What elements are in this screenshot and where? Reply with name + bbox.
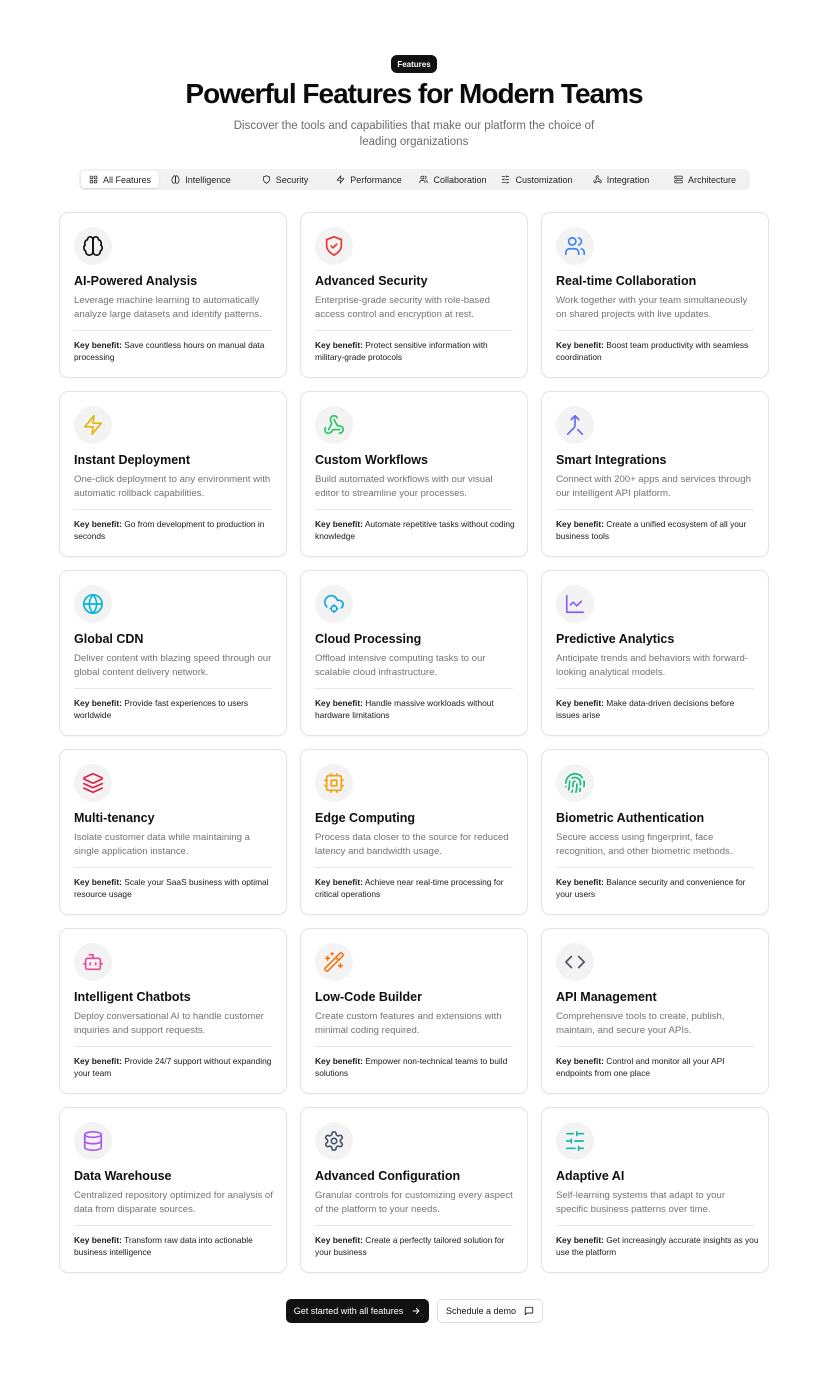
- divider: [74, 688, 272, 689]
- key-benefit-prefix: Key benefit:: [315, 698, 363, 708]
- key-benefit: [315, 519, 519, 542]
- sliders-icon: [556, 1122, 594, 1160]
- feature-title: Custom Workflows: [315, 453, 428, 467]
- divider: [315, 330, 513, 331]
- tab-label: Collaboration: [433, 174, 487, 185]
- feature-description: Build automated workflows with our visual editor to streamline your processes.: [315, 474, 493, 499]
- key-benefit-text: Balance security and convenience for your users: [556, 877, 746, 899]
- shield-check-icon: [315, 227, 353, 265]
- key-benefit: [74, 877, 278, 900]
- feature-description: Create custom features and extensions with minimal coding required.: [315, 1011, 502, 1036]
- feature-description: Centralized repository optimized for analysis of data from disparate sources.: [74, 1190, 273, 1215]
- zap-icon: [336, 175, 345, 184]
- key-benefit-prefix: Key benefit:: [74, 698, 122, 708]
- brain-icon: [171, 175, 180, 184]
- brain-icon: [74, 227, 112, 265]
- key-benefit: [74, 519, 278, 542]
- shield-icon: [262, 175, 271, 184]
- tab-label: Performance: [350, 174, 402, 185]
- feature-title: Adaptive AI: [556, 1169, 625, 1183]
- key-benefit-text: Provide fast experiences to users worldwide: [74, 698, 249, 720]
- key-benefit: [556, 698, 760, 721]
- key-benefit-text: Transform raw data into actionable business intelligence: [74, 1235, 253, 1257]
- tab-all-features[interactable]: [81, 171, 159, 188]
- key-benefit-text: Get increasingly accurate insights as you use the platform: [556, 1235, 759, 1257]
- cloud-cog-icon: [315, 585, 353, 623]
- feature-card[interactable]: [300, 749, 528, 915]
- tab-label: Security: [275, 174, 309, 185]
- feature-card[interactable]: [59, 928, 287, 1094]
- tab-security[interactable]: [243, 171, 327, 188]
- key-benefit: [315, 340, 519, 363]
- tab-label: Integration: [606, 174, 650, 185]
- feature-title: Multi-tenancy: [74, 811, 155, 825]
- get-started-label: Get started with all features: [293, 1306, 404, 1316]
- feature-description: Leverage machine learning to automatically analyze large datasets and identify patterns.: [74, 295, 262, 320]
- feature-card[interactable]: [59, 1107, 287, 1273]
- key-benefit: [74, 1056, 278, 1079]
- feature-card[interactable]: [59, 391, 287, 557]
- divider: [74, 867, 272, 868]
- feature-description: Deploy conversational AI to handle customer inquiries and support requests.: [74, 1011, 264, 1036]
- tab-label: Intelligence: [185, 174, 231, 185]
- feature-title: Advanced Security: [315, 274, 428, 288]
- bot-icon: [74, 943, 112, 981]
- key-benefit-text: Handle massive workloads without hardware limitations: [315, 698, 494, 720]
- key-benefit-prefix: Key benefit:: [315, 519, 363, 529]
- key-benefit-text: Make data-driven decisions before issues arise: [556, 698, 735, 720]
- layers-icon: [74, 764, 112, 802]
- sliders-icon: [501, 175, 510, 184]
- key-benefit-text: Control and monitor all your API endpoints from one place: [556, 1056, 725, 1078]
- feature-description: Isolate customer data while maintaining a single application instance.: [74, 832, 250, 857]
- feature-description: Self-learning systems that adapt to your specific business patterns over time.: [556, 1190, 726, 1215]
- key-benefit: [74, 340, 278, 363]
- feature-card[interactable]: [300, 570, 528, 736]
- feature-description: Enterprise-grade security with role-based access control and encryption at rest.: [315, 295, 490, 320]
- divider: [556, 509, 754, 510]
- webhook-icon: [315, 406, 353, 444]
- features-badge: Features: [391, 55, 437, 73]
- key-benefit-prefix: Key benefit:: [315, 1235, 363, 1245]
- key-benefit-text: Empower non-technical teams to build solutions: [315, 1056, 508, 1078]
- feature-title: Smart Integrations: [556, 453, 667, 467]
- key-benefit-prefix: Key benefit:: [556, 1235, 604, 1245]
- key-benefit: [74, 698, 278, 721]
- feature-description: Anticipate trends and behaviors with forward-looking analytical models.: [556, 653, 748, 678]
- divider: [74, 509, 272, 510]
- feature-description: Work together with your team simultaneously on shared projects with live updates.: [556, 295, 748, 320]
- key-benefit-text: Save countless hours on manual data processing: [74, 340, 265, 362]
- feature-title: Instant Deployment: [74, 453, 190, 467]
- feature-card[interactable]: [300, 1107, 528, 1273]
- divider: [315, 1046, 513, 1047]
- divider: [74, 1046, 272, 1047]
- feature-description: One-click deployment to any environment with automatic rollback capabilities.: [74, 474, 271, 499]
- key-benefit-prefix: Key benefit:: [315, 1056, 363, 1066]
- tab-label: All Features: [102, 174, 152, 185]
- divider: [315, 509, 513, 510]
- feature-title: Edge Computing: [315, 811, 415, 825]
- page-title: Powerful Features for Modern Teams: [185, 78, 643, 109]
- feature-card[interactable]: [300, 928, 528, 1094]
- key-benefit: [315, 877, 519, 900]
- wand-icon: [315, 943, 353, 981]
- key-benefit: [315, 1056, 519, 1079]
- feature-description: Deliver content with blazing speed through our global content delivery network.: [74, 653, 272, 678]
- divider: [315, 688, 513, 689]
- tab-architecture[interactable]: [663, 171, 747, 188]
- schedule-demo-label: Schedule a demo: [445, 1306, 517, 1316]
- key-benefit: [556, 877, 760, 900]
- key-benefit-text: Create a perfectly tailored solution for your business: [315, 1235, 505, 1257]
- key-benefit-text: Provide 24/7 support without expanding your team: [74, 1056, 272, 1078]
- divider: [315, 1225, 513, 1226]
- feature-title: Cloud Processing: [315, 632, 422, 646]
- key-benefit: [556, 1056, 760, 1079]
- feature-description: Process data closer to the source for reduced latency and bandwidth usage.: [315, 832, 509, 857]
- key-benefit: [556, 1235, 760, 1258]
- feature-title: Advanced Configuration: [315, 1169, 461, 1183]
- feature-title: API Management: [556, 990, 657, 1004]
- users-icon: [556, 227, 594, 265]
- tab-performance[interactable]: [327, 171, 411, 188]
- key-benefit-text: Automate repetitive tasks without coding knowledge: [315, 519, 515, 541]
- feature-title: Low-Code Builder: [315, 990, 422, 1004]
- key-benefit-text: Achieve near real-time processing for critical operations: [315, 877, 504, 899]
- key-benefit-prefix: Key benefit:: [556, 877, 604, 887]
- key-benefit-prefix: Key benefit:: [74, 340, 122, 350]
- divider: [556, 867, 754, 868]
- feature-title: Biometric Authentication: [556, 811, 705, 825]
- feature-card[interactable]: [59, 570, 287, 736]
- key-benefit: [74, 1235, 278, 1258]
- divider: [556, 1046, 754, 1047]
- key-benefit-text: Protect sensitive information with military-grade protocols: [315, 340, 488, 362]
- key-benefit-prefix: Key benefit:: [74, 877, 122, 887]
- key-benefit-prefix: Key benefit:: [315, 877, 363, 887]
- divider: [74, 330, 272, 331]
- database-icon: [74, 1122, 112, 1160]
- feature-description: Connect with 200+ apps and services through our intelligent API platform.: [556, 474, 751, 499]
- feature-title: Real-time Collaboration: [556, 274, 697, 288]
- page-subtitle: Discover the tools and capabilities that make our platform the choice of leading organizations: [233, 120, 595, 148]
- feature-card[interactable]: [541, 749, 769, 915]
- tab-collaboration[interactable]: [411, 171, 495, 188]
- feature-description: Secure access using fingerprint, face recognition, and other biometric methods.: [556, 832, 733, 857]
- code-icon: [556, 943, 594, 981]
- feature-card[interactable]: [541, 928, 769, 1094]
- category-tabs: [79, 169, 750, 190]
- cpu-icon: [315, 764, 353, 802]
- feature-card[interactable]: [59, 212, 287, 378]
- tab-label: Customization: [515, 174, 573, 185]
- key-benefit: [315, 1235, 519, 1258]
- key-benefit-prefix: Key benefit:: [556, 519, 604, 529]
- feature-card[interactable]: [300, 212, 528, 378]
- key-benefit-prefix: Key benefit:: [74, 1056, 122, 1066]
- feature-title: Intelligent Chatbots: [74, 990, 191, 1004]
- globe-icon: [74, 585, 112, 623]
- divider: [556, 1225, 754, 1226]
- divider: [556, 330, 754, 331]
- key-benefit-text: Boost team productivity with seamless coordination: [556, 340, 749, 362]
- feature-title: Predictive Analytics: [556, 632, 675, 646]
- key-benefit-prefix: Key benefit:: [74, 1235, 122, 1245]
- key-benefit-text: Create a unified ecosystem of all your business tools: [556, 519, 747, 541]
- feature-description: Comprehensive tools to create, publish, maintain, and secure your APIs.: [556, 1011, 725, 1036]
- key-benefit-prefix: Key benefit:: [74, 519, 122, 529]
- feature-card[interactable]: [541, 391, 769, 557]
- divider: [74, 1225, 272, 1226]
- merge-icon: [556, 406, 594, 444]
- message-square-icon: [524, 1306, 534, 1316]
- feature-title: AI-Powered Analysis: [74, 274, 198, 288]
- feature-card[interactable]: [541, 212, 769, 378]
- key-benefit-prefix: Key benefit:: [556, 698, 604, 708]
- key-benefit-text: Go from development to production in seconds: [74, 519, 265, 541]
- key-benefit-prefix: Key benefit:: [556, 1056, 604, 1066]
- arrow-right-icon: [411, 1306, 421, 1316]
- divider: [315, 867, 513, 868]
- zap-icon: [74, 406, 112, 444]
- fingerprint-icon: [556, 764, 594, 802]
- users-icon: [419, 175, 428, 184]
- feature-title: Data Warehouse: [74, 1169, 172, 1183]
- line-chart-icon: [556, 585, 594, 623]
- tab-integration[interactable]: [579, 171, 663, 188]
- feature-description: Granular controls for customizing every aspect of the platform to your needs.: [315, 1190, 513, 1215]
- key-benefit-prefix: Key benefit:: [556, 340, 604, 350]
- grid-icon: [89, 175, 98, 184]
- feature-card[interactable]: [541, 1107, 769, 1273]
- feature-card[interactable]: [541, 570, 769, 736]
- key-benefit-prefix: Key benefit:: [315, 340, 363, 350]
- feature-description: Offload intensive computing tasks to our scalable cloud infrastructure.: [315, 653, 486, 678]
- feature-card[interactable]: [300, 391, 528, 557]
- key-benefit-text: Scale your SaaS business with optimal resource usage: [74, 877, 269, 899]
- tab-label: Architecture: [687, 174, 737, 185]
- feature-title: Global CDN: [74, 632, 144, 646]
- key-benefit: [556, 519, 760, 542]
- tab-customization[interactable]: [495, 171, 579, 188]
- server-icon: [674, 175, 683, 184]
- divider: [556, 688, 754, 689]
- get-started-button[interactable]: [286, 1299, 429, 1323]
- key-benefit: [556, 340, 760, 363]
- tab-intelligence[interactable]: [159, 171, 243, 188]
- feature-card[interactable]: [59, 749, 287, 915]
- gear-icon: [315, 1122, 353, 1160]
- webhook-icon: [593, 175, 602, 184]
- schedule-demo-button[interactable]: [437, 1299, 543, 1323]
- key-benefit: [315, 698, 519, 721]
